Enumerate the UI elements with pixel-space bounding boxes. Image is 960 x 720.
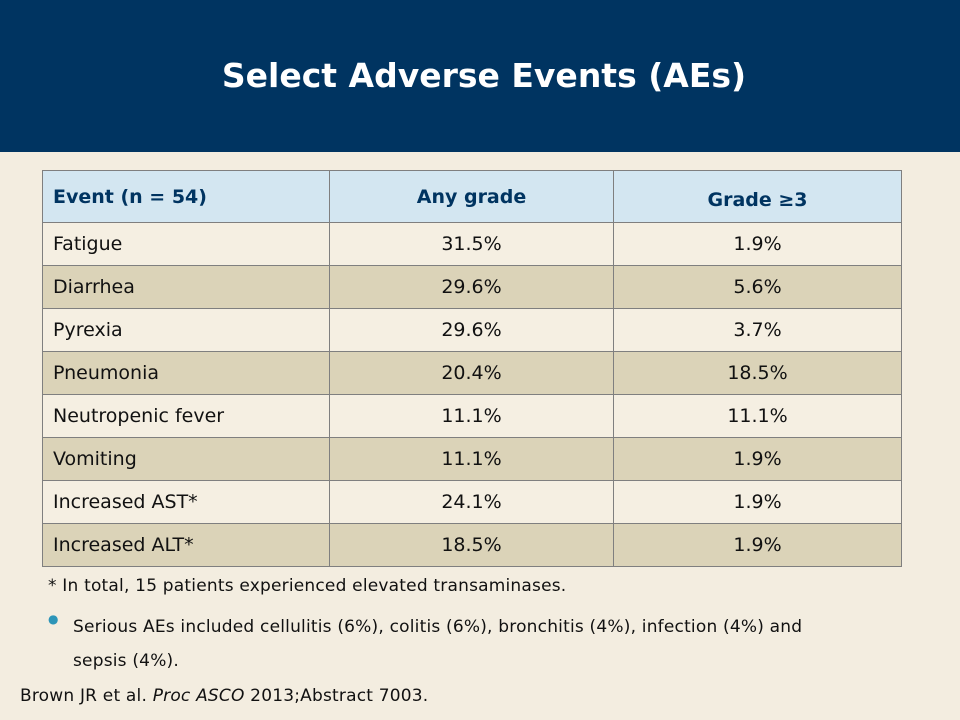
event-cell: Pyrexia	[43, 309, 330, 352]
citation-journal: Proc ASCO	[152, 686, 245, 706]
grade-3-cell: 1.9%	[614, 223, 902, 266]
bullet-dot-icon: ●	[48, 612, 59, 626]
event-cell: Increased AST*	[43, 481, 330, 524]
event-cell: Pneumonia	[43, 352, 330, 395]
table-row	[43, 524, 902, 567]
any-grade-cell: 11.1%	[330, 395, 614, 438]
footnote-serious-aes: Serious AEs included cellulitis (6%), colitis (6%), bronchitis (4%), infection (4%) and sepsis (4%).	[73, 617, 803, 671]
column-header-any-grade: Any grade	[330, 171, 614, 223]
any-grade-cell: 20.4%	[330, 352, 614, 395]
any-grade-cell: 18.5%	[330, 524, 614, 567]
any-grade-cell: 29.6%	[330, 266, 614, 309]
event-cell: Increased ALT*	[43, 524, 330, 567]
grade-3-cell: 3.7%	[614, 309, 902, 352]
citation	[20, 686, 428, 706]
table-row	[43, 395, 902, 438]
grade-3-cell: 1.9%	[614, 438, 902, 481]
grade-3-cell: 18.5%	[614, 352, 902, 395]
grade-3-cell: 11.1%	[614, 395, 902, 438]
table-row	[43, 481, 902, 524]
event-cell: Vomiting	[43, 438, 330, 481]
table-row	[43, 352, 902, 395]
event-cell: Neutropenic fever	[43, 395, 330, 438]
citation-details: 2013;Abstract 7003.	[250, 686, 429, 706]
table-row	[43, 223, 902, 266]
table-header-row	[43, 171, 902, 223]
event-cell: Diarrhea	[43, 266, 330, 309]
event-cell: Fatigue	[43, 223, 330, 266]
citation-authors: Brown JR et al.	[20, 686, 148, 706]
any-grade-cell: 31.5%	[330, 223, 614, 266]
any-grade-cell: 11.1%	[330, 438, 614, 481]
table-row	[43, 309, 902, 352]
footnote-transaminases: * In total, 15 patients experienced elevated transaminases.	[48, 576, 567, 596]
title-banner	[0, 0, 960, 152]
column-header-event: Event (n = 54)	[43, 171, 330, 223]
table-row	[43, 438, 902, 481]
table-row	[43, 266, 902, 309]
grade-3-cell: 1.9%	[614, 481, 902, 524]
any-grade-cell: 24.1%	[330, 481, 614, 524]
grade-3-cell: 1.9%	[614, 524, 902, 567]
slide-title: Select Adverse Events (AEs)	[221, 56, 747, 95]
adverse-events-table	[42, 170, 902, 567]
column-header-grade-3: Grade ≥3	[614, 171, 902, 223]
grade-3-cell: 5.6%	[614, 266, 902, 309]
any-grade-cell: 29.6%	[330, 309, 614, 352]
